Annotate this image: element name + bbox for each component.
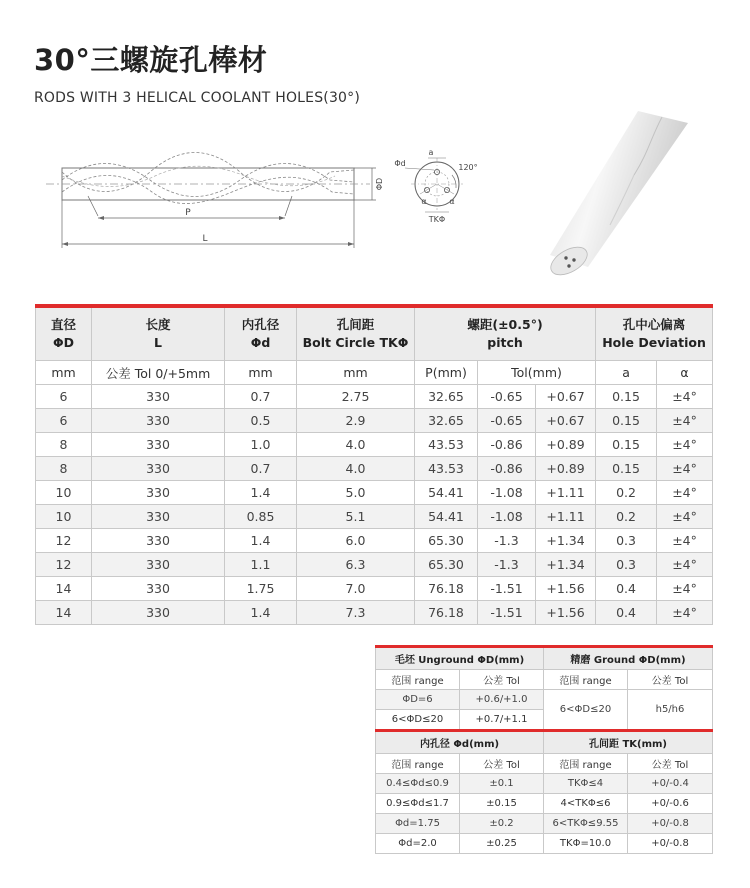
tk-tol-2: +0/-0.6 [628,794,713,814]
table-row [36,457,713,481]
cell-dev-alpha: ±4° [657,433,713,457]
p-label: P [185,208,191,218]
cell-bolt-circle: 5.1 [297,505,415,529]
table-row [36,505,713,529]
cell-bore: 1.4 [225,481,297,505]
unground-tol-header: 公差 Tol [460,670,544,690]
bore-range-1: 0.4≤Φd≤0.9 [376,774,460,794]
bore-tol-1: ±0.1 [460,774,544,794]
cell-length: 330 [92,457,225,481]
phid-label: Φd [394,159,406,168]
cell-diameter: 10 [36,481,92,505]
tk-range-1: TKΦ≤4 [544,774,628,794]
cell-bore: 1.1 [225,553,297,577]
cell-length: 330 [92,577,225,601]
cell-diameter: 14 [36,577,92,601]
table-row [36,433,713,457]
cell-bore: 0.85 [225,505,297,529]
cell-pitch: 32.65 [415,409,478,433]
cell-pitch: 54.41 [415,505,478,529]
table-row [36,409,713,433]
unground-range-header: 范围 range [376,670,460,690]
cell-tol-minus: -0.65 [478,409,536,433]
cell-bore: 1.4 [225,529,297,553]
cell-bore: 1.75 [225,577,297,601]
tk-tol-4: +0/-0.8 [628,834,713,854]
cell-dev-alpha: ±4° [657,601,713,625]
cell-bolt-circle: 4.0 [297,457,415,481]
tk-range-2: 4<TKΦ≤6 [544,794,628,814]
bore-tk-row-1 [376,774,713,794]
unit-pitch-tol: Tol(mm) [478,361,596,385]
cell-length: 330 [92,601,225,625]
cell-bolt-circle: 6.3 [297,553,415,577]
cell-diameter: 8 [36,457,92,481]
angle-label: 120° [458,163,478,172]
tk-tol-header: 公差 Tol [628,754,713,774]
bore-tol-3: ±0.2 [460,814,544,834]
cell-diameter: 12 [36,529,92,553]
cell-tol-plus: +0.67 [536,409,596,433]
cell-dev-a: 0.15 [596,457,657,481]
cell-tol-plus: +0.89 [536,433,596,457]
alpha-left-label: α [421,197,427,206]
cell-tol-plus: +0.89 [536,457,596,481]
cell-pitch: 65.30 [415,529,478,553]
cell-diameter: 6 [36,409,92,433]
cell-tol-minus: -1.3 [478,553,536,577]
unground-ground-header-row [376,647,713,670]
col-deviation-header: 孔中心偏离 Hole Deviation [596,306,713,361]
cell-dev-alpha: ±4° [657,553,713,577]
unit-pitch-p: P(mm) [415,361,478,385]
cell-tol-minus: -0.86 [478,433,536,457]
cell-tol-plus: +1.11 [536,505,596,529]
unground-tol-1: +0.6/+1.0 [460,690,544,710]
bore-tk-row-3 [376,814,713,834]
cell-dev-a: 0.4 [596,601,657,625]
unground-tol-2: +0.7/+1.1 [460,710,544,731]
rod-3d-hole-3 [567,264,570,267]
cell-diameter: 10 [36,505,92,529]
cell-dev-alpha: ±4° [657,505,713,529]
rod-3d-image [530,105,710,280]
unit-diameter: mm [36,361,92,385]
cell-tol-minus: -1.08 [478,505,536,529]
cell-length: 330 [92,409,225,433]
rod-technical-drawing [0,140,520,265]
cell-dev-alpha: ±4° [657,409,713,433]
unground-row-1 [376,690,713,710]
tk-title: 孔间距 TK(mm) [544,731,713,754]
l-arrow-left [62,242,68,246]
spec-units-row [36,361,713,385]
cell-bolt-circle: 6.0 [297,529,415,553]
cell-tol-plus: +1.11 [536,481,596,505]
bore-tol-header: 公差 Tol [460,754,544,774]
cell-tol-minus: -1.51 [478,601,536,625]
cell-tol-minus: -1.08 [478,481,536,505]
cell-pitch: 43.53 [415,457,478,481]
alpha-right-label: α [449,197,455,206]
tk-range-3: 6<TKΦ≤9.55 [544,814,628,834]
a-label: a [428,148,434,157]
ground-range-value: 6<ΦD≤20 [544,690,628,731]
rod-3d-hole-1 [564,256,567,259]
ground-tol-header: 公差 Tol [628,670,713,690]
cell-length: 330 [92,481,225,505]
cell-pitch: 76.18 [415,601,478,625]
cell-tol-minus: -0.65 [478,385,536,409]
unit-length: 公差 Tol 0/+5mm [92,361,225,385]
tk-range-header: 范围 range [544,754,628,774]
cell-pitch: 54.41 [415,481,478,505]
cell-bolt-circle: 4.0 [297,433,415,457]
cell-length: 330 [92,553,225,577]
cell-bolt-circle: 2.9 [297,409,415,433]
ground-tol-value: h5/h6 [628,690,713,731]
bore-tk-row-2 [376,794,713,814]
cell-dev-a: 0.4 [596,577,657,601]
helix-hole-4 [62,166,335,186]
cell-bolt-circle: 5.0 [297,481,415,505]
table-row [36,481,713,505]
cell-dev-a: 0.3 [596,553,657,577]
bore-tol-4: ±0.25 [460,834,544,854]
cell-length: 330 [92,433,225,457]
col-bolt-circle-header: 孔间距 Bolt Circle TKΦ [297,306,415,361]
tk-tol-1: +0/-0.4 [628,774,713,794]
unground-range-2: 6<ΦD≤20 [376,710,460,731]
cell-dev-alpha: ±4° [657,577,713,601]
unit-bore: mm [225,361,297,385]
cell-bore: 0.5 [225,409,297,433]
p-arrow-right [279,216,285,220]
unit-dev-alpha: α [657,361,713,385]
cell-diameter: 6 [36,385,92,409]
spec-table [35,304,713,625]
cell-tol-plus: +1.56 [536,577,596,601]
cell-bore: 0.7 [225,385,297,409]
cell-length: 330 [92,529,225,553]
cell-dev-alpha: ±4° [657,529,713,553]
col-diameter-header: 直径 ΦD [36,306,92,361]
d-label: ΦD [375,177,384,191]
tk-label: TKΦ [428,215,446,224]
cell-tol-minus: -0.86 [478,457,536,481]
col-bore-header: 内孔径 Φd [225,306,297,361]
cell-bore: 0.7 [225,457,297,481]
bore-tk-header-row [376,731,713,754]
table-row [36,385,713,409]
p-leader-left [88,196,98,216]
bore-range-3: Φd=1.75 [376,814,460,834]
unground-ground-subheader-row [376,670,713,690]
cell-tol-plus: +0.67 [536,385,596,409]
col-length-header: 长度 L [92,306,225,361]
helix-hole-3 [62,176,354,204]
cell-length: 330 [92,505,225,529]
cell-bolt-circle: 7.0 [297,577,415,601]
unit-bolt: mm [297,361,415,385]
rod-3d-body [550,111,688,267]
l-arrow-right [348,242,354,246]
unground-range-1: ΦD=6 [376,690,460,710]
table-row [36,529,713,553]
tk-range-4: TKΦ=10.0 [544,834,628,854]
ground-title: 精磨 Ground ΦD(mm) [544,647,713,670]
cell-bolt-circle: 2.75 [297,385,415,409]
cell-diameter: 14 [36,601,92,625]
helix-hole-1 [62,153,354,192]
p-arrow-left [98,216,104,220]
bore-range-header: 范围 range [376,754,460,774]
cell-tol-plus: +1.34 [536,529,596,553]
cell-length: 330 [92,385,225,409]
rod-3d-hole-2 [572,258,575,261]
table-row [36,553,713,577]
phid-leader [405,168,434,170]
unground-title: 毛坯 Unground ΦD(mm) [376,647,544,670]
tolerance-table [375,645,713,854]
cell-dev-a: 0.3 [596,529,657,553]
cell-bore: 1.4 [225,601,297,625]
p-leader-right [285,196,292,216]
cell-bolt-circle: 7.3 [297,601,415,625]
cell-diameter: 8 [36,433,92,457]
table-row [36,601,713,625]
table-row [36,577,713,601]
cell-bore: 1.0 [225,433,297,457]
cell-tol-minus: -1.51 [478,577,536,601]
cell-dev-alpha: ±4° [657,457,713,481]
cell-pitch: 43.53 [415,433,478,457]
bore-tk-row-4 [376,834,713,854]
cell-dev-alpha: ±4° [657,385,713,409]
page-subtitle: RODS WITH 3 HELICAL COOLANT HOLES(30°) [34,90,361,106]
bore-range-4: Φd=2.0 [376,834,460,854]
cell-tol-plus: +1.34 [536,553,596,577]
tk-tol-3: +0/-0.8 [628,814,713,834]
ground-range-header: 范围 range [544,670,628,690]
col-pitch-header: 螺距(±0.5°) pitch [415,306,596,361]
unit-dev-a: a [596,361,657,385]
page-title: 30°三螺旋孔棒材 [34,43,268,77]
cell-dev-a: 0.15 [596,385,657,409]
cell-diameter: 12 [36,553,92,577]
bore-title: 内孔径 Φd(mm) [376,731,544,754]
cell-pitch: 65.30 [415,553,478,577]
l-label: L [202,234,208,244]
spec-header-row [36,306,713,361]
cell-tol-plus: +1.56 [536,601,596,625]
bore-tol-2: ±0.15 [460,794,544,814]
bore-tk-subheader-row [376,754,713,774]
cell-pitch: 32.65 [415,385,478,409]
cell-pitch: 76.18 [415,577,478,601]
cell-dev-a: 0.2 [596,481,657,505]
angle-arc [452,175,456,188]
cell-dev-alpha: ±4° [657,481,713,505]
cell-dev-a: 0.15 [596,433,657,457]
bore-range-2: 0.9≤Φd≤1.7 [376,794,460,814]
cell-dev-a: 0.2 [596,505,657,529]
cell-dev-a: 0.15 [596,409,657,433]
cell-tol-minus: -1.3 [478,529,536,553]
